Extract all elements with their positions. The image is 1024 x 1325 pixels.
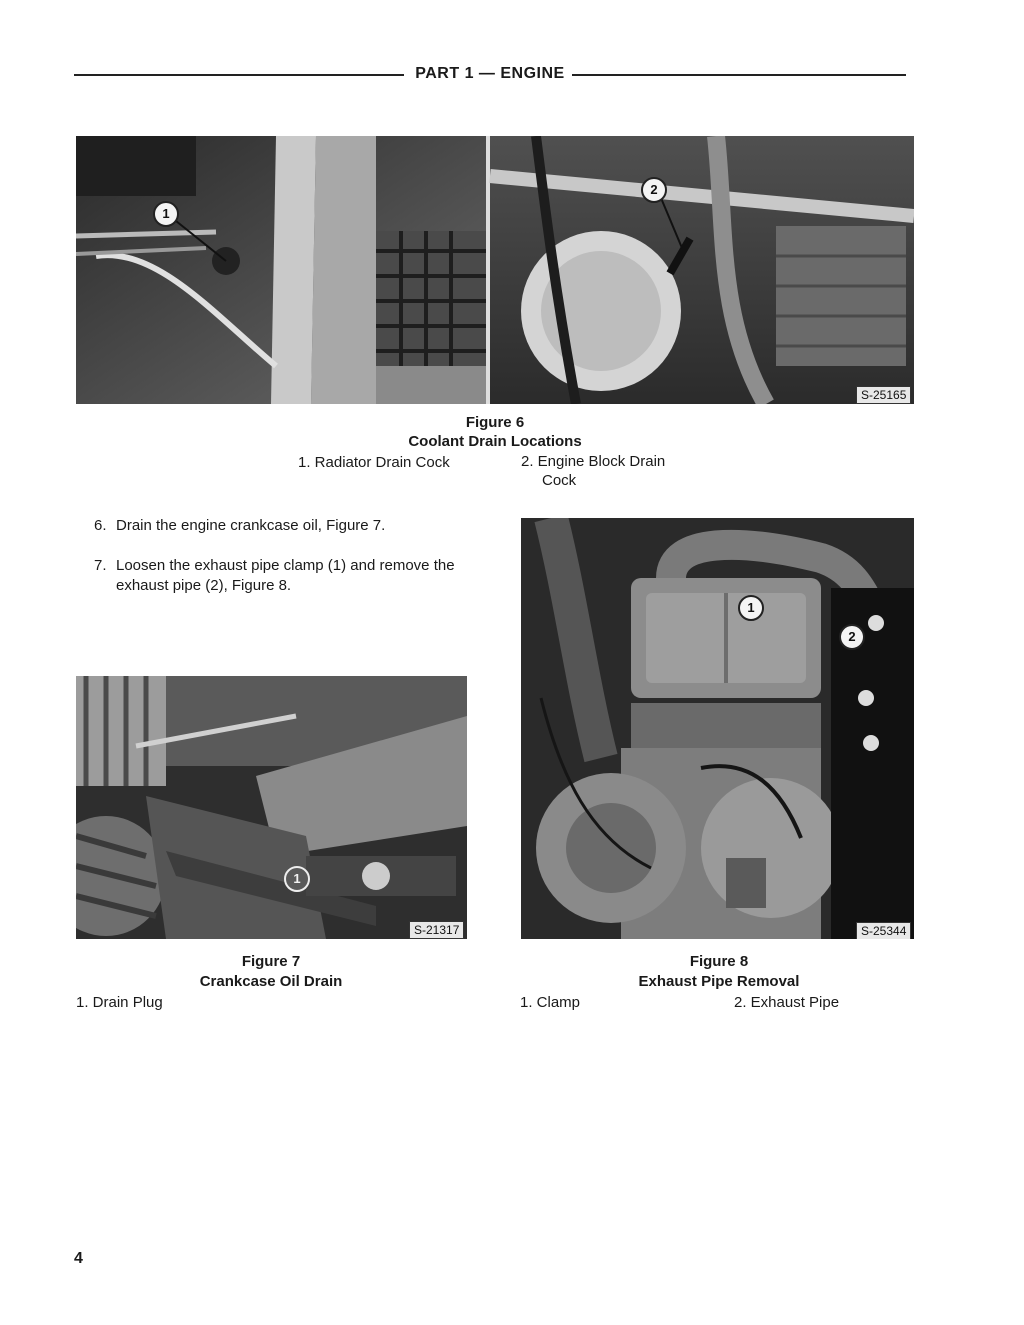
header-rule-left bbox=[74, 74, 404, 76]
figure8-code: S-25344 bbox=[856, 922, 911, 939]
figure7-legend-item: 1. Drain Plug bbox=[76, 994, 163, 1011]
figure6-legend-item: 1. Radiator Drain Cock bbox=[298, 454, 450, 471]
figure6-label: Figure 6 bbox=[465, 414, 525, 431]
figure8-legend-item: 2. Exhaust Pipe bbox=[734, 994, 840, 1011]
step-7-text-line1: Loosen the exhaust pipe clamp (1) and remove the bbox=[116, 557, 455, 574]
figure6-title: Coolant Drain Locations bbox=[408, 433, 582, 450]
figure7-label: Figure 7 bbox=[241, 953, 301, 970]
figure7-photo-illustration bbox=[76, 676, 467, 939]
figure7-callout-1: 1 bbox=[284, 866, 310, 892]
step-6-number: 6. bbox=[94, 517, 107, 534]
figure7-code: S-21317 bbox=[409, 921, 464, 939]
figure8-legend-item: 1. Clamp bbox=[520, 994, 581, 1011]
header-rule-right bbox=[572, 74, 906, 76]
figure6-legend-item-cont: Cock bbox=[542, 472, 577, 489]
figure8-callout-2: 2 bbox=[839, 624, 865, 650]
figure8-photo bbox=[521, 518, 914, 939]
step-7-text-line2: exhaust pipe (2), Figure 8. bbox=[116, 577, 292, 594]
figure8-title: Exhaust Pipe Removal bbox=[638, 973, 800, 990]
figure6-callout-2: 2 bbox=[641, 177, 667, 203]
figure8-callout-1: 1 bbox=[738, 595, 764, 621]
figure7-title: Crankcase Oil Drain bbox=[199, 973, 343, 990]
step-7 bbox=[94, 556, 494, 596]
step-6-text: Drain the engine crankcase oil, Figure 7. bbox=[116, 517, 386, 534]
figure6-photo bbox=[76, 136, 914, 404]
figure6-legend-item: 2. Engine Block Drain bbox=[521, 453, 666, 470]
figure8-photo-illustration bbox=[521, 518, 914, 939]
figure6-code: S-25165 bbox=[856, 386, 911, 404]
page-header-title: PART 1 — ENGINE bbox=[415, 65, 565, 82]
step-7-number: 7. bbox=[94, 557, 107, 574]
figure6-photo-illustration bbox=[76, 136, 914, 404]
page-number: 4 bbox=[74, 1250, 83, 1267]
figure8-label: Figure 8 bbox=[689, 953, 749, 970]
figure6-callout-1: 1 bbox=[153, 201, 179, 227]
figure7-photo bbox=[76, 676, 467, 939]
step-6 bbox=[94, 516, 484, 536]
